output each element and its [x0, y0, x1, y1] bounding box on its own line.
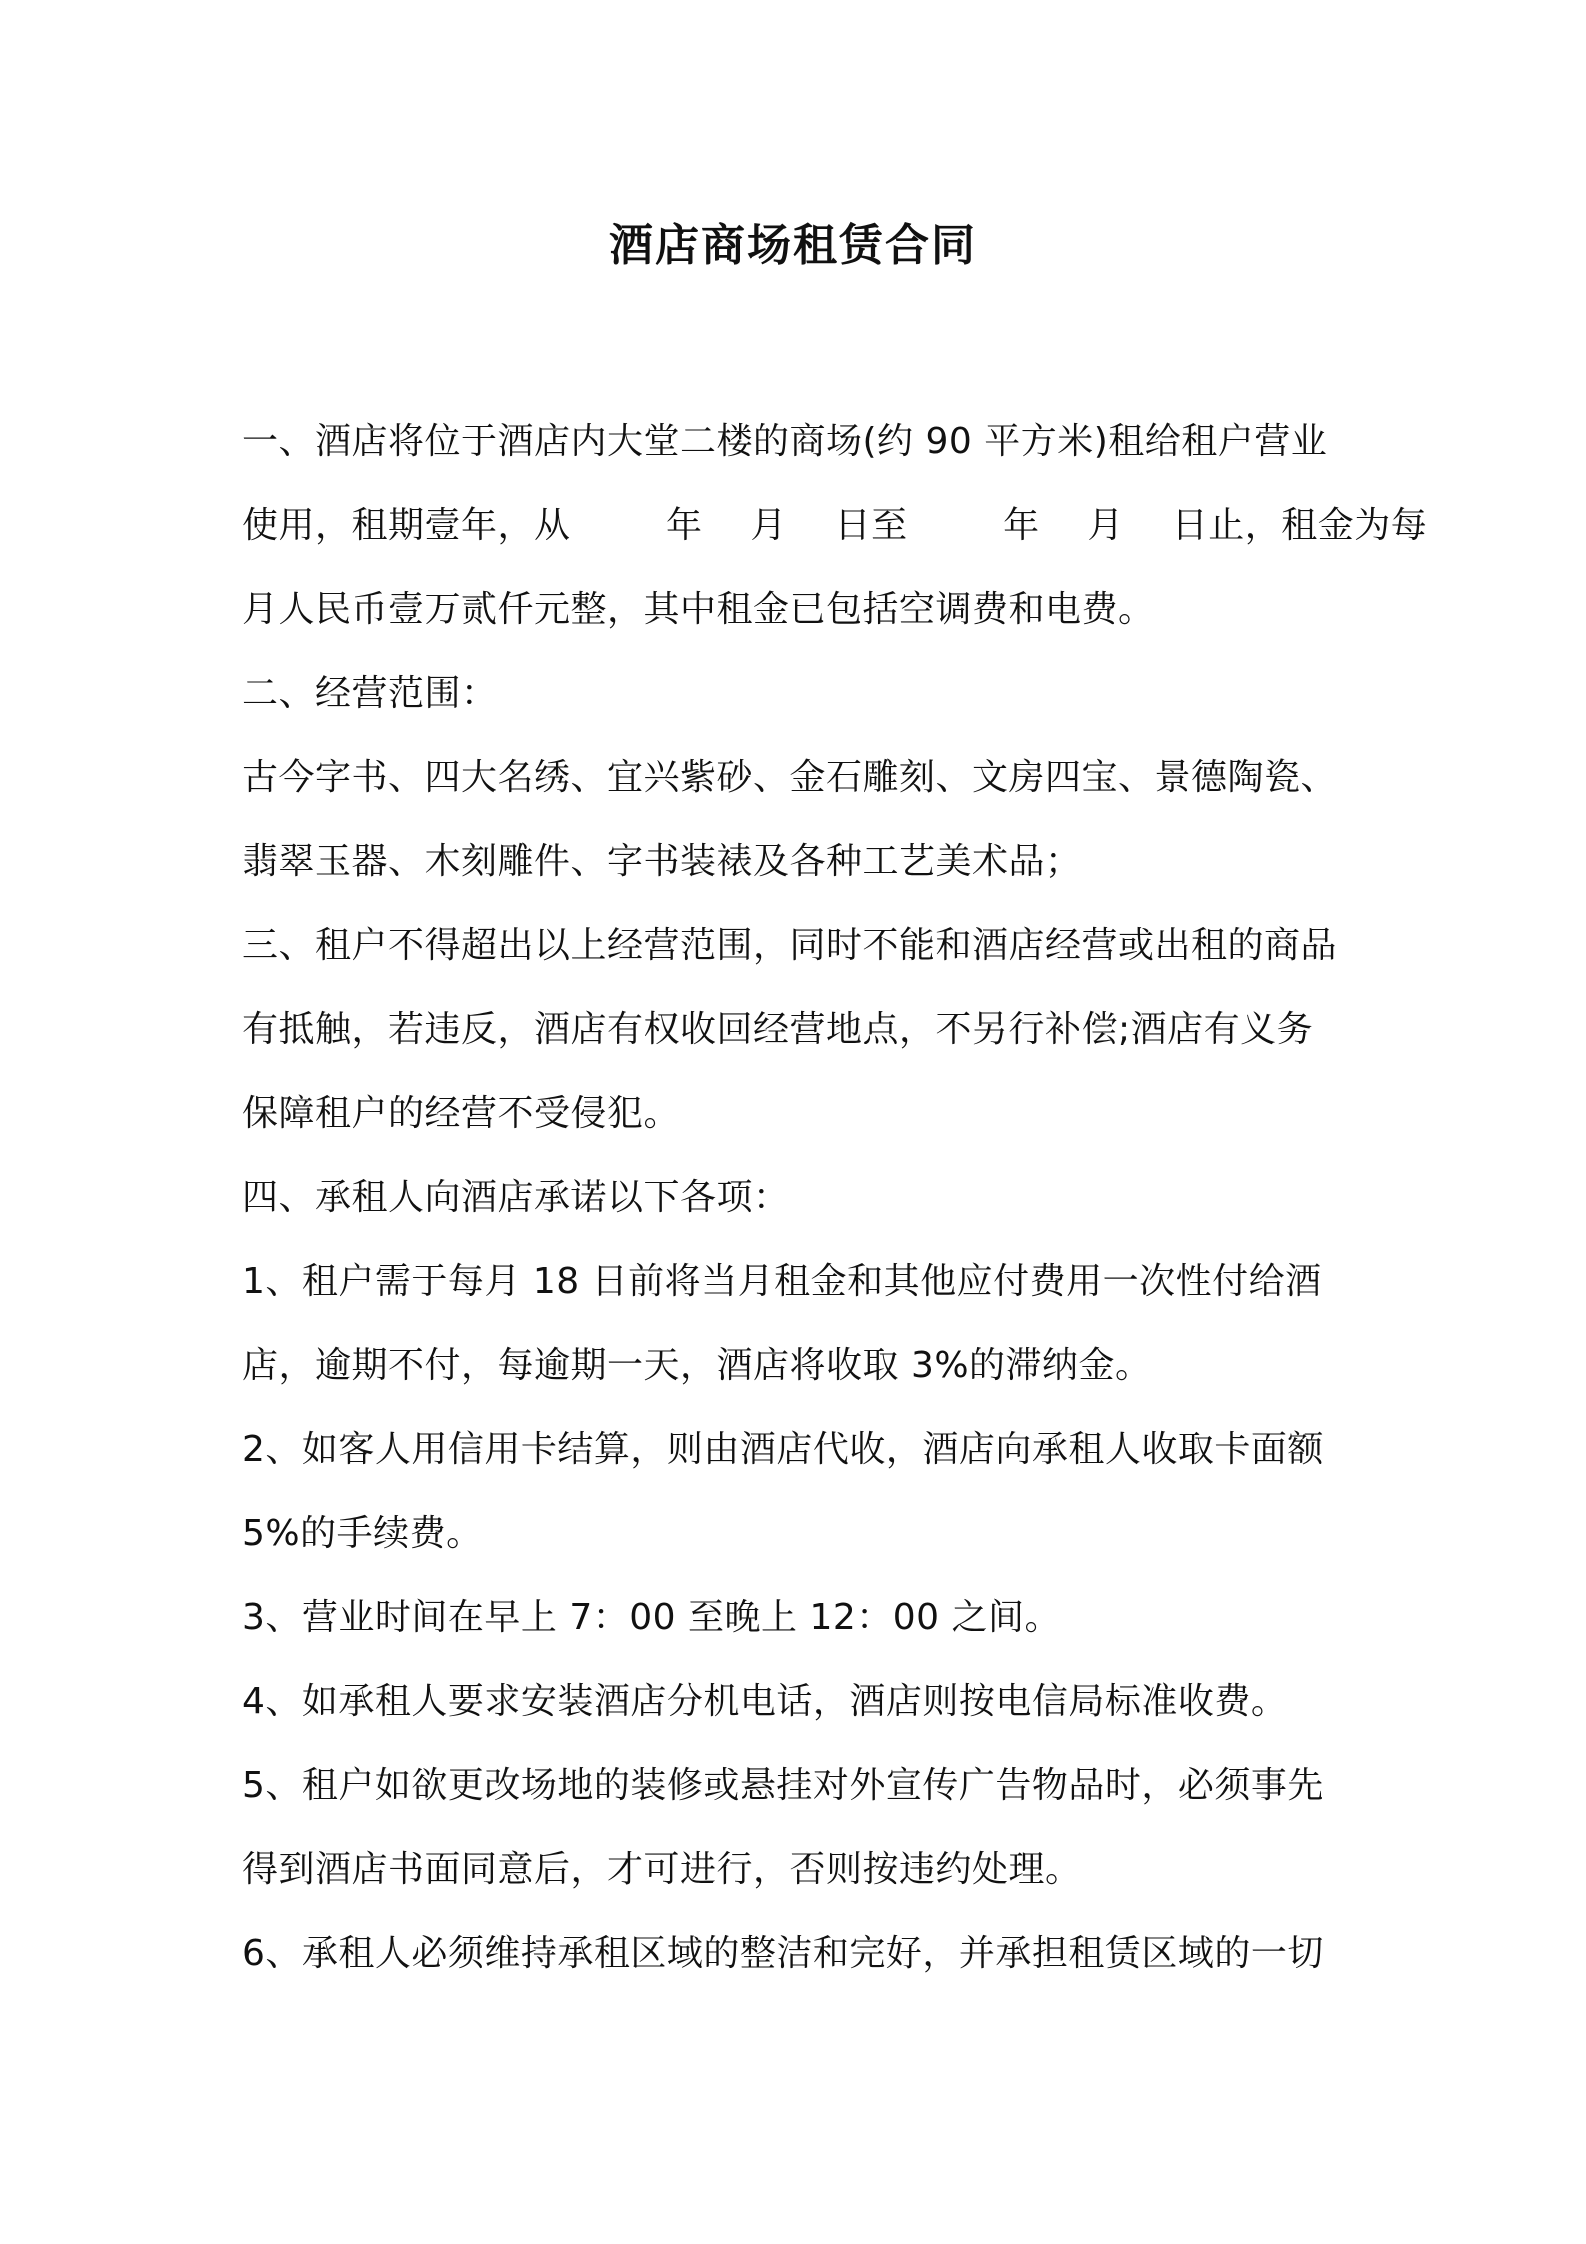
document-body: [242, 400, 1428, 1996]
text-line: 二、经营范围：: [242, 673, 498, 714]
text-line: 古今字书、四大名绣、宜兴紫砂、金石雕刻、文房四宝、景德陶瓷、: [242, 757, 1338, 798]
text-line: 保障租户的经营不受侵犯。: [242, 1093, 681, 1134]
text-line: 一、酒店将位于酒店内大堂二楼的商场(约 90 平方米)租给租户营业: [242, 421, 1328, 462]
text-line: 得到酒店书面同意后，才可进行，否则按违约处理。: [242, 1849, 1082, 1890]
text-line: 2、如客人用信用卡结算，则由酒店代收，酒店向承租人收取卡面额: [242, 1429, 1324, 1470]
text-line: 5%的手续费。: [242, 1513, 483, 1554]
text-line: 6、承租人必须维持承租区域的整洁和完好，并承担租赁区域的一切: [242, 1933, 1324, 1974]
text-line: 1、租户需于每月 18 日前将当月租金和其他应付费用一次性付给酒: [242, 1261, 1322, 1302]
text-line: 使用，租期壹年，从 年 月 日至 年 月 日止，租金为每: [242, 505, 1428, 546]
text-line: 店，逾期不付，每逾期一天，酒店将收取 3%的滞纳金。: [242, 1345, 1152, 1386]
text-line: 三、租户不得超出以上经营范围，同时不能和酒店经营或出租的商品: [242, 925, 1338, 966]
text-line: 3、营业时间在早上 7：00 至晚上 12：00 之间。: [242, 1597, 1062, 1638]
text-line: 有抵触，若违反，酒店有权收回经营地点，不另行补偿;酒店有义务: [242, 1009, 1314, 1050]
text-line: 4、如承租人要求安装酒店分机电话，酒店则按电信局标准收费。: [242, 1681, 1288, 1722]
text-line: 5、租户如欲更改场地的装修或悬挂对外宣传广告物品时，必须事先: [242, 1765, 1324, 1806]
text-line: 翡翠玉器、木刻雕件、字书装裱及各种工艺美术品；: [242, 841, 1082, 882]
text-line: 月人民币壹万贰仟元整，其中租金已包括空调费和电费。: [242, 589, 1155, 630]
document-title: 酒店商场租赁合同: [609, 220, 977, 271]
text-line: 四、承租人向酒店承诺以下各项：: [242, 1177, 790, 1218]
